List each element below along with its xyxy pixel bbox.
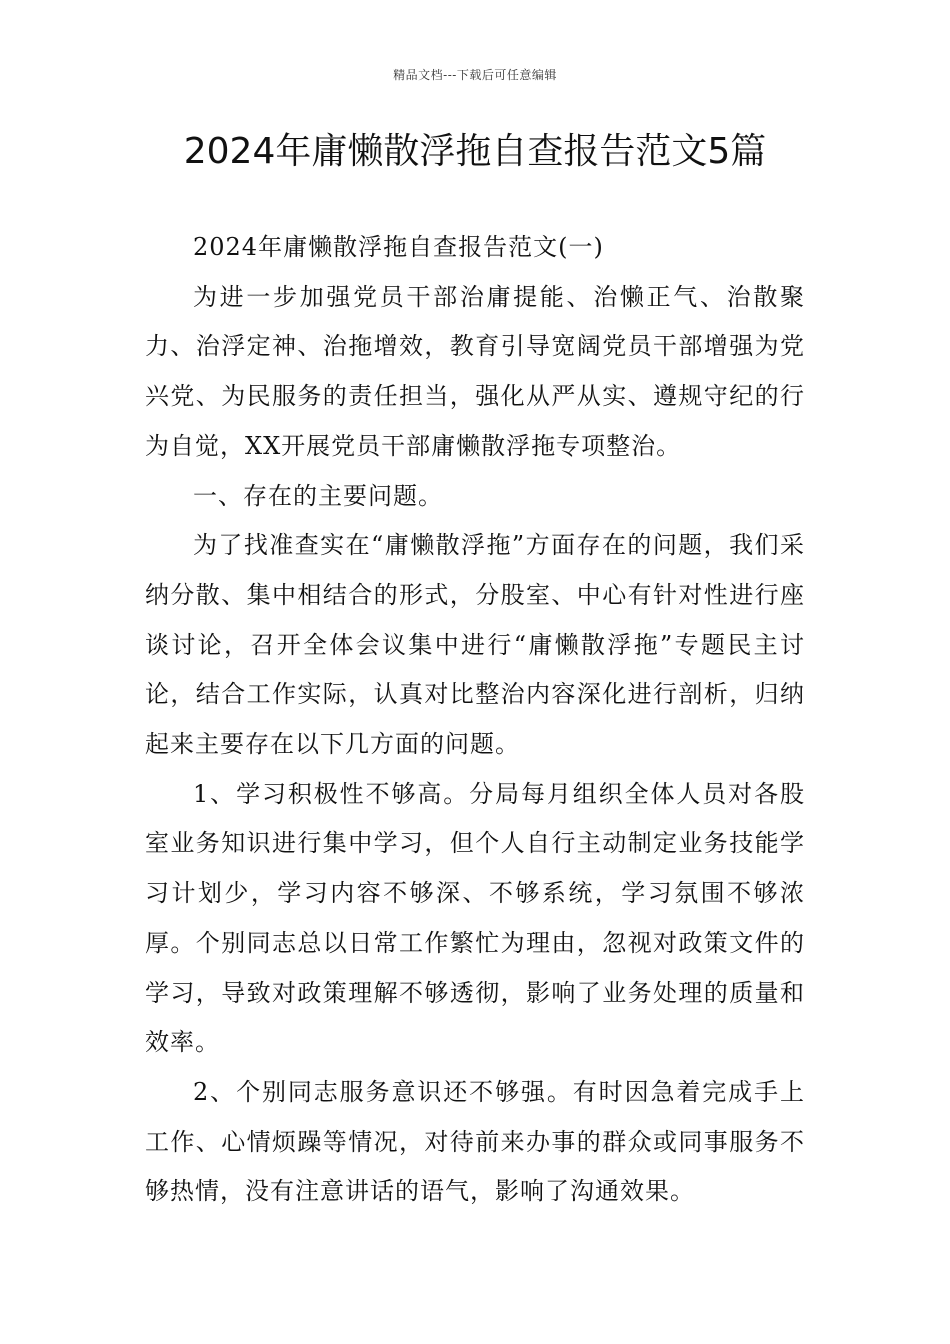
header-note: 精品文档---下载后可任意编辑 [393, 68, 557, 82]
paragraph-intro: 为进一步加强党员干部治庸提能、治懒正气、治散聚力、治浮定神、治拖增效，教育引导宽阔党员干部增强为党兴党、为民服务的责任担当，强化从严从实、遵规守纪的行为自觉，XX开展党员干部庸懒散浮拖专项整治。 [145, 282, 805, 460]
section-subtitle: 2024年庸懒散浮拖自查报告范文(一) [193, 233, 604, 261]
paragraph-problems: 为了找准查实在“庸懒散浮拖”方面存在的问题，我们采纳分散、集中相结合的形式，分股室、中心有针对性进行座谈讨论，召开全体会议集中进行“庸懒散浮拖”专题民主讨论，结合工作实际，认真对比整治内容深化进行剖析，归纳起来主要存在以下几方面的问题。 [145, 531, 805, 759]
document-title: 2024年庸懒散浮拖自查报告范文5篇 [183, 131, 767, 172]
paragraph-item-1: 1、学习积极性不够高。分局每月组织全体人员对各股室业务知识进行集中学习，但个人自行主动制定业务技能学习计划少，学习内容不够深、不够系统，学习氛围不够浓厚。个别同志总以日常工作繁忙为理由，忽视对政策文件的学习，导致对政策理解不够透彻，影响了业务处理的质量和效率。 [145, 779, 805, 1057]
section-heading: 一、存在的主要问题。 [193, 481, 443, 510]
document-body [145, 223, 805, 1217]
paragraph-item-2: 2、个别同志服务意识还不够强。有时因急着完成手上工作、心情烦躁等情况，对待前来办事的群众或同事服务不够热情，没有注意讲话的语气，影响了沟通效果。 [145, 1077, 805, 1206]
